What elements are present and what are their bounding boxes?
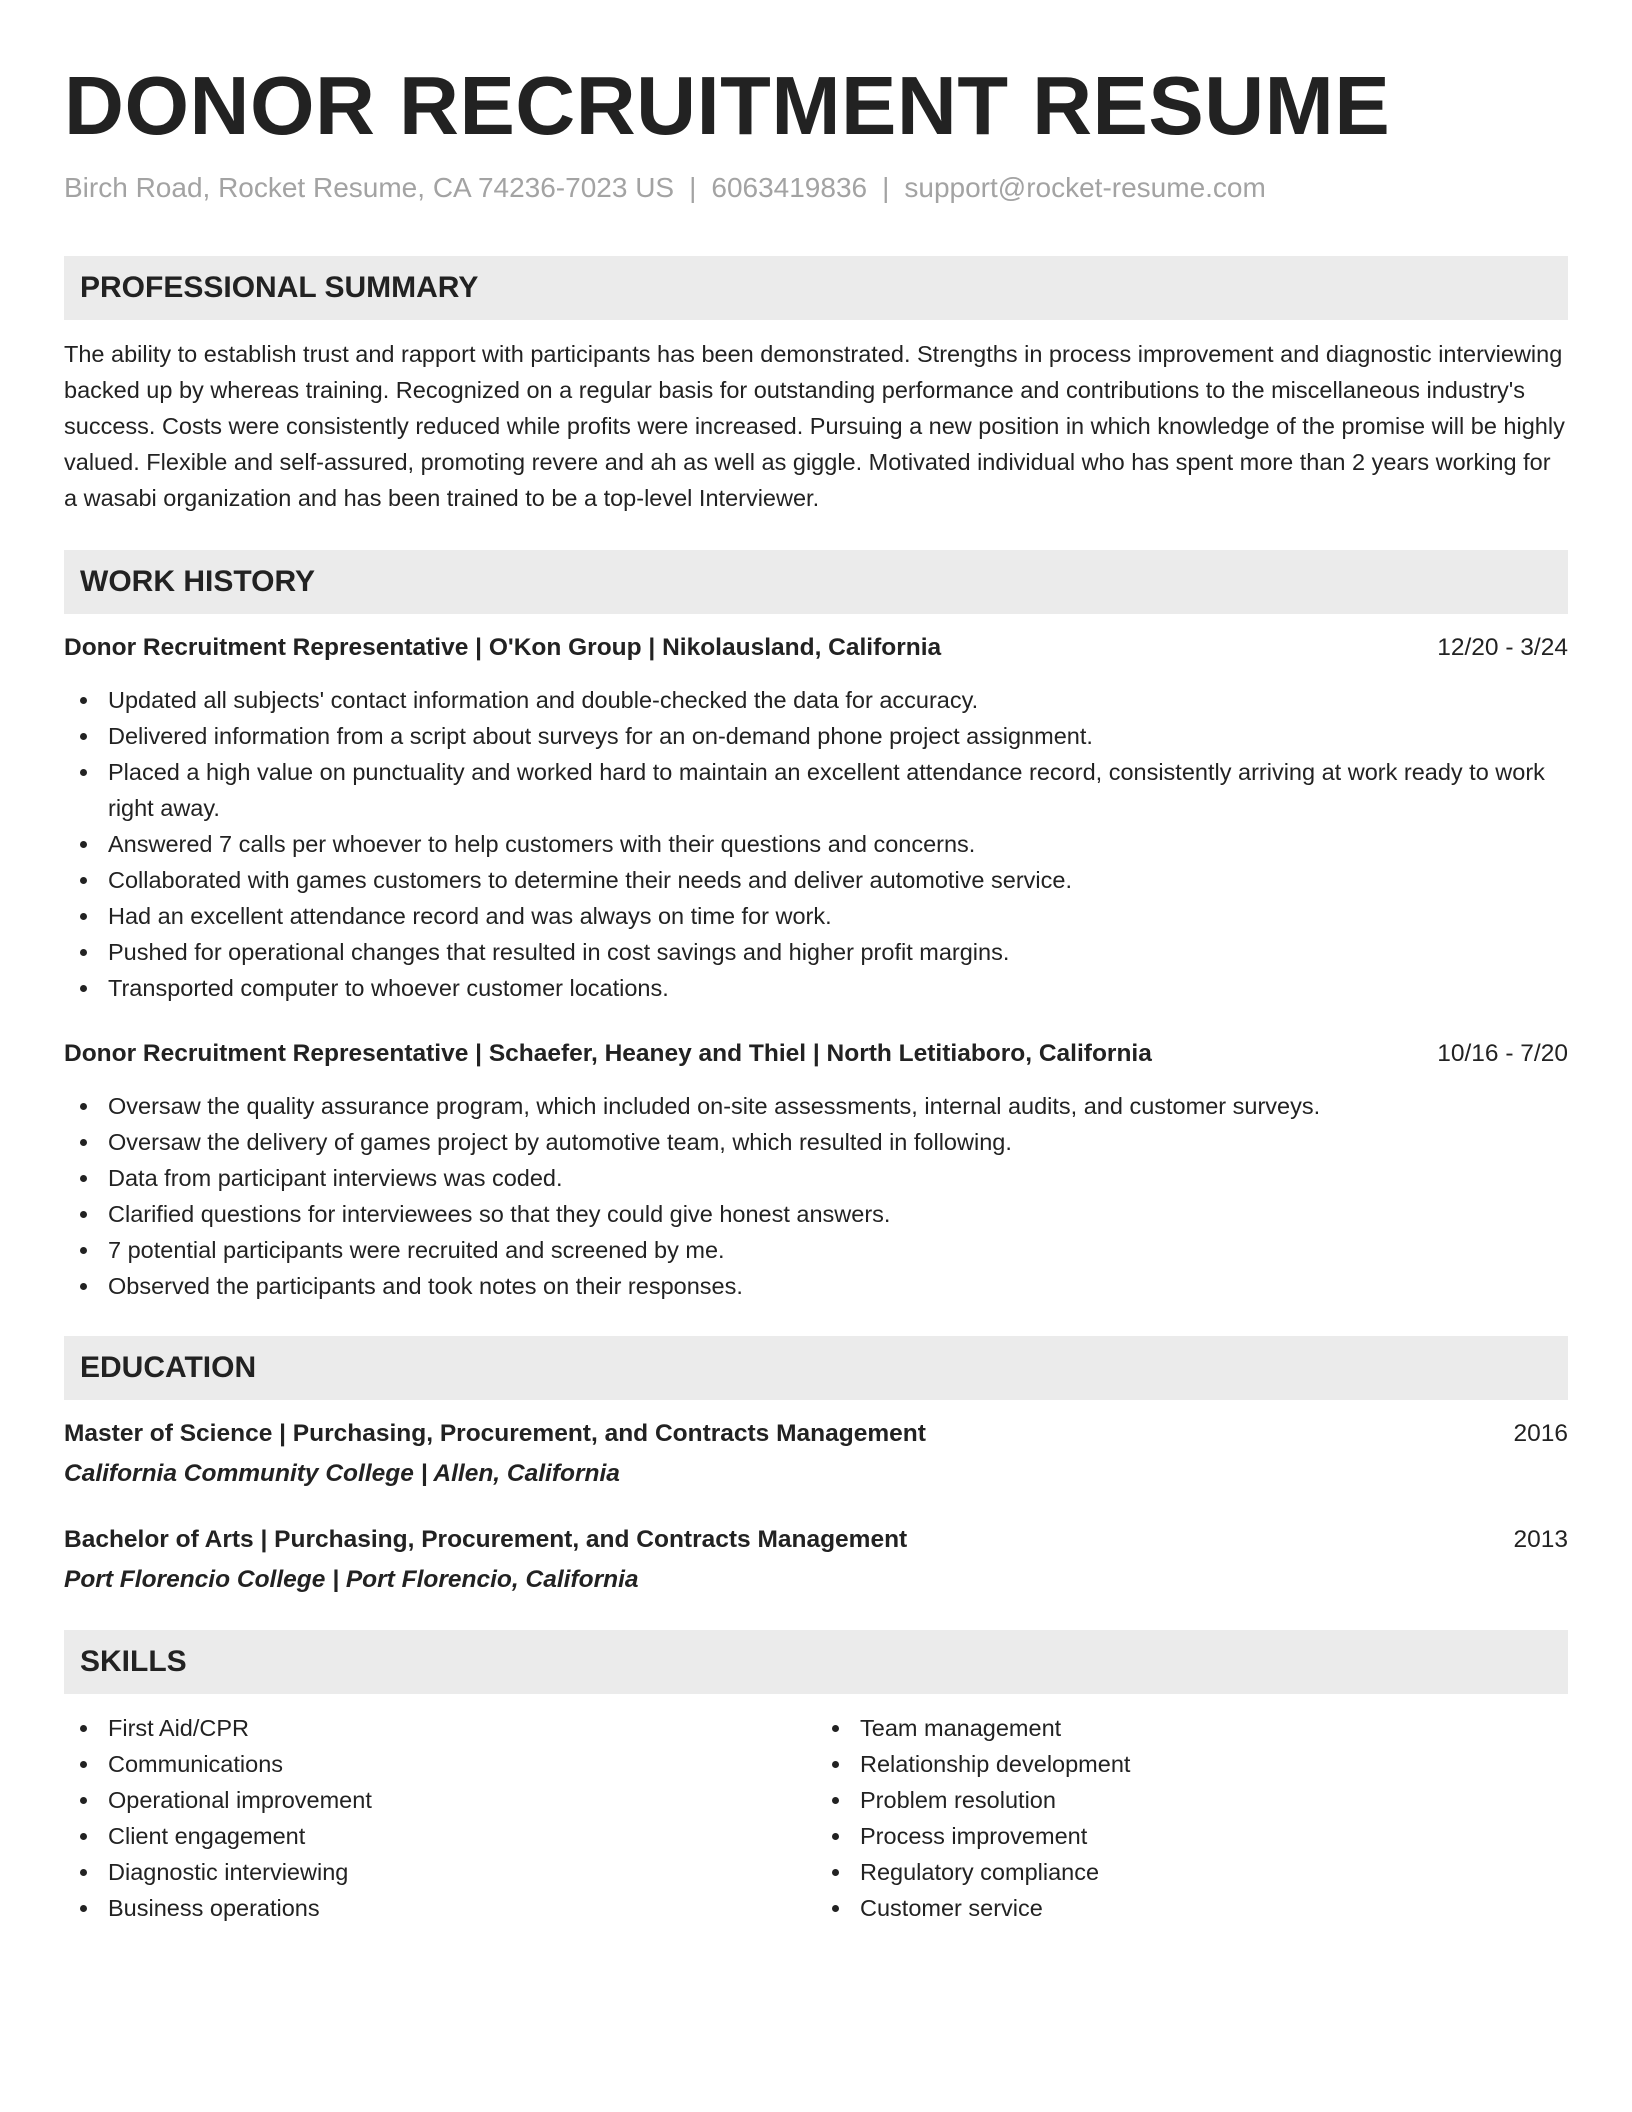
job-bullet: Observed the participants and took notes on their responses. <box>64 1268 1568 1304</box>
job-header <box>64 630 1568 666</box>
job-entry <box>64 1036 1568 1304</box>
job-dates: 10/16 - 7/20 <box>1437 1040 1568 1067</box>
skills-grid <box>64 1710 1568 1926</box>
job-bullet: Had an excellent attendance record and was always on time for work. <box>64 898 1568 934</box>
skill-item: Diagnostic interviewing <box>64 1854 816 1890</box>
skill-item: Client engagement <box>64 1818 816 1854</box>
education-header <box>64 1522 1568 1558</box>
job-header <box>64 1036 1568 1072</box>
job-bullet: Delivered information from a script about surveys for an on-demand phone project assignment. <box>64 718 1568 754</box>
skills-column-right <box>816 1710 1568 1926</box>
section-header-work-history: WORK HISTORY <box>64 550 1568 614</box>
education-year: 2016 <box>1513 1420 1568 1447</box>
section-header-education: EDUCATION <box>64 1336 1568 1400</box>
job-bullet: Oversaw the delivery of games project by automotive team, which resulted in following. <box>64 1124 1568 1160</box>
contact-separator: | <box>689 172 697 203</box>
education-school: Port Florencio College | Port Florencio, California <box>64 1566 639 1593</box>
skill-item: Business operations <box>64 1890 816 1926</box>
job-title: Donor Recruitment Representative | O'Kon Group | Nikolausland, California <box>64 634 942 661</box>
job-bullet-list <box>64 682 1568 1006</box>
job-bullet-list <box>64 1088 1568 1304</box>
skills-column-left <box>64 1710 816 1926</box>
job-bullet: Data from participant interviews was coded. <box>64 1160 1568 1196</box>
skill-item: Problem resolution <box>816 1782 1568 1818</box>
skill-item: First Aid/CPR <box>64 1710 816 1746</box>
job-bullet: Pushed for operational changes that resulted in cost savings and higher profit margins. <box>64 934 1568 970</box>
skill-item: Team management <box>816 1710 1568 1746</box>
education-school: California Community College | Allen, California <box>64 1460 620 1487</box>
job-bullet: Oversaw the quality assurance program, which included on-site assessments, internal audits, and customer surveys. <box>64 1088 1568 1124</box>
job-entry <box>64 630 1568 1006</box>
contact-email: support@rocket-resume.com <box>904 172 1266 203</box>
skill-item: Relationship development <box>816 1746 1568 1782</box>
education-year: 2013 <box>1513 1526 1568 1553</box>
job-title: Donor Recruitment Representative | Schaefer, Heaney and Thiel | North Letitiaboro, California <box>64 1040 1152 1067</box>
job-dates: 12/20 - 3/24 <box>1437 634 1568 661</box>
education-entry <box>64 1416 1568 1492</box>
section-header-summary: PROFESSIONAL SUMMARY <box>64 256 1568 320</box>
skill-item: Customer service <box>816 1890 1568 1926</box>
section-header-skills: SKILLS <box>64 1630 1568 1694</box>
resume-title: DONOR RECRUITMENT RESUME <box>64 59 1391 152</box>
skill-item: Operational improvement <box>64 1782 816 1818</box>
contact-separator: | <box>882 172 890 203</box>
job-bullet: Answered 7 calls per whoever to help customers with their questions and concerns. <box>64 826 1568 862</box>
contact-phone: 6063419836 <box>711 172 868 203</box>
job-bullet: Transported computer to whoever customer locations. <box>64 970 1568 1006</box>
contact-line <box>64 170 1568 206</box>
education-degree: Bachelor of Arts | Purchasing, Procurement, and Contracts Management <box>64 1526 908 1553</box>
job-bullet: Placed a high value on punctuality and worked hard to maintain an excellent attendance record, consistently arriving at work ready to work right away. <box>64 754 1568 826</box>
education-degree: Master of Science | Purchasing, Procurement, and Contracts Management <box>64 1420 926 1447</box>
job-bullet: 7 potential participants were recruited and screened by me. <box>64 1232 1568 1268</box>
summary-text: The ability to establish trust and rapport with participants has been demonstrated. Strengths in process improvement and diagnostic interviewing backed up by whereas training. Recognized on a regular basis for outstanding performance and contributions to the miscellaneous industry's success. Costs were consistently reduced while profits were increased. Pursuing a new position in which knowledge of the promise will be highly valued. Flexible and self-assured, promoting revere and ah as well as giggle. Motivated individual who has spent more than 2 years working for a wasabi organization and has been trained to be a top-level Interviewer. <box>64 341 1565 511</box>
skill-item: Process improvement <box>816 1818 1568 1854</box>
education-header <box>64 1416 1568 1452</box>
job-bullet: Collaborated with games customers to determine their needs and deliver automotive service. <box>64 862 1568 898</box>
job-bullet: Updated all subjects' contact information and double-checked the data for accuracy. <box>64 682 1568 718</box>
contact-address: Birch Road, Rocket Resume, CA 74236-7023 US <box>64 172 675 203</box>
job-bullet: Clarified questions for interviewees so that they could give honest answers. <box>64 1196 1568 1232</box>
skill-item: Communications <box>64 1746 816 1782</box>
education-entry <box>64 1522 1568 1598</box>
skill-item: Regulatory compliance <box>816 1854 1568 1890</box>
